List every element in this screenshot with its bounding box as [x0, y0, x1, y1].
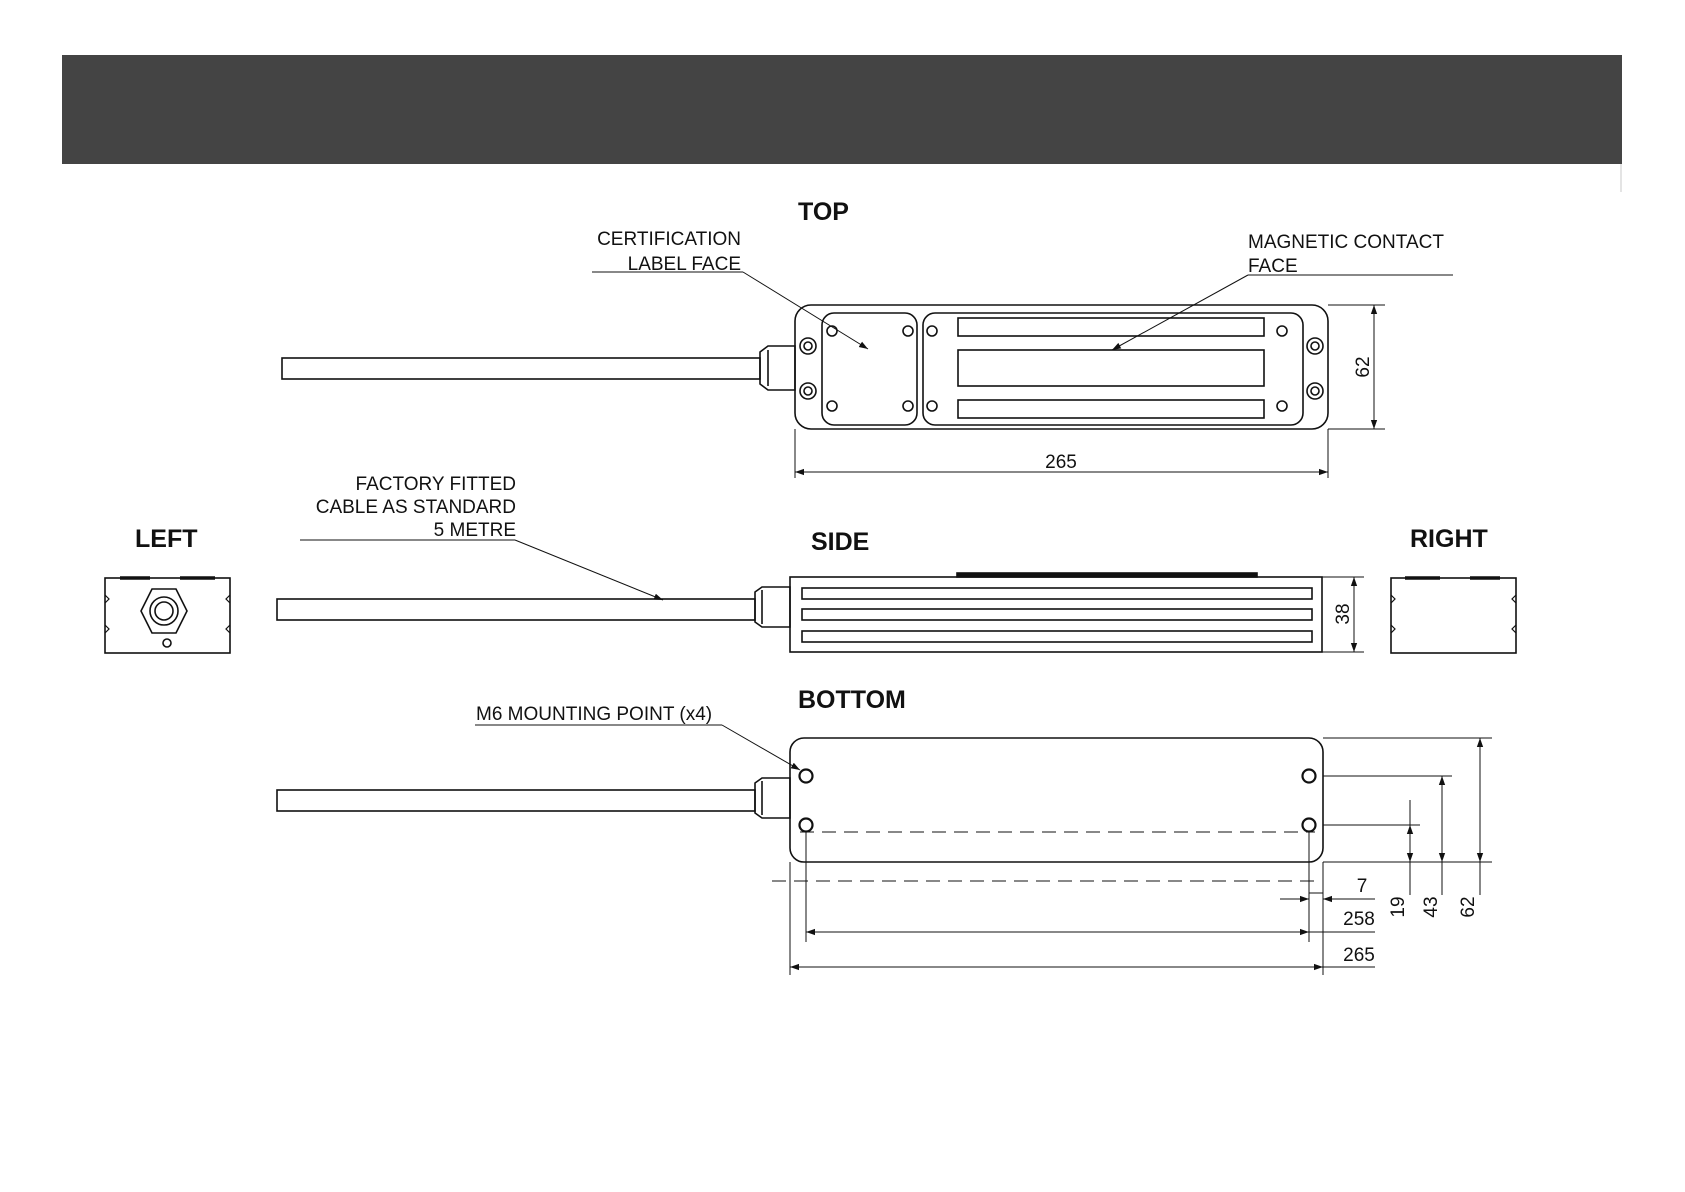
dim-bottom-43: 43 — [1421, 896, 1442, 918]
magnetic-callout-line1: MAGNETIC CONTACT — [1248, 232, 1444, 253]
left-view — [105, 578, 230, 653]
view-title-left: LEFT — [135, 525, 198, 553]
view-title-right: RIGHT — [1410, 525, 1488, 553]
dim-bottom-265: 265 — [1343, 945, 1375, 966]
view-title-top: TOP — [798, 198, 849, 226]
right-view — [1391, 578, 1516, 653]
cable-callout-line2: CABLE AS STANDARD — [315, 497, 516, 518]
certification-callout-line2: LABEL FACE — [627, 254, 741, 275]
certification-callout-line1: CERTIFICATION — [597, 229, 741, 250]
side-gland — [755, 587, 790, 627]
left-gland-nut — [141, 589, 187, 633]
bottom-view — [277, 725, 1492, 975]
bottom-body — [790, 738, 1323, 862]
dim-top-height: 62 — [1353, 356, 1374, 378]
mounting-point-callout: M6 MOUNTING POINT (x4) — [476, 704, 713, 725]
mounting-points — [800, 770, 1316, 832]
top-gland — [760, 346, 795, 390]
magnetic-callout-line2: FACE — [1248, 256, 1298, 277]
top-cable — [282, 358, 760, 379]
top-body — [795, 305, 1328, 429]
top-view — [282, 272, 1453, 478]
view-title-side: SIDE — [811, 528, 870, 556]
magnetic-face-panel — [923, 313, 1303, 425]
bottom-gland — [755, 778, 790, 818]
cable-callout-line3: 5 METRE — [433, 520, 516, 541]
dim-bottom-62: 62 — [1458, 896, 1479, 918]
cable-callout-line1: FACTORY FITTED — [355, 474, 516, 495]
bottom-cable — [277, 790, 755, 811]
dim-top-width: 265 — [1045, 452, 1077, 473]
right-body — [1391, 578, 1516, 653]
side-cable — [277, 599, 755, 620]
dim-side-height: 38 — [1333, 603, 1354, 625]
view-title-bottom: BOTTOM — [798, 686, 906, 714]
top-screws — [800, 326, 1323, 411]
side-view — [277, 540, 1364, 652]
dim-bottom-258: 258 — [1343, 909, 1375, 930]
dim-bottom-edge: 7 — [1356, 876, 1368, 897]
dim-bottom-19: 19 — [1388, 896, 1409, 918]
